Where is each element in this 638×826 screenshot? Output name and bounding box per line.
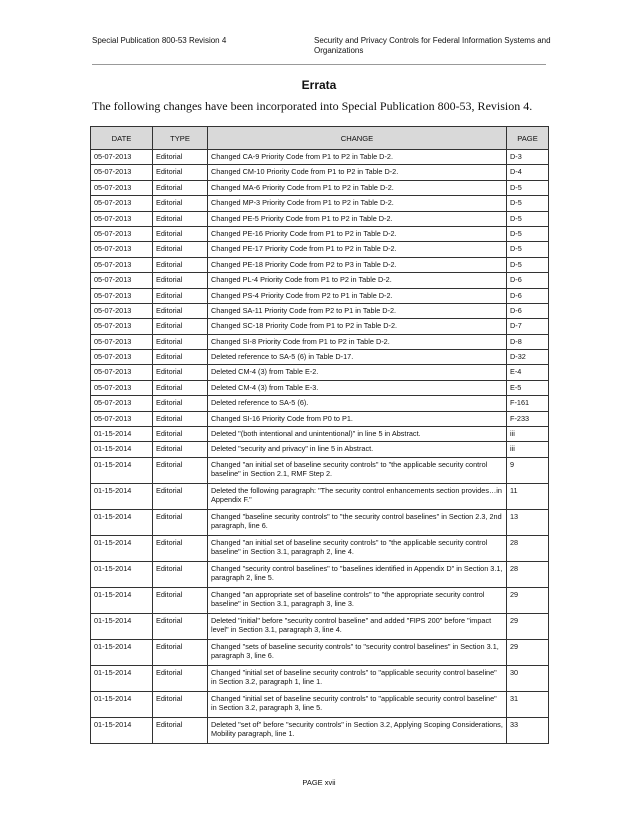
cell-page: D-5 <box>507 196 549 211</box>
cell-change: Changed MA-6 Priority Code from P1 to P2 in Table D-2. <box>208 180 507 195</box>
cell-type: Editorial <box>153 717 208 743</box>
table-row <box>91 180 549 195</box>
cell-type: Editorial <box>153 319 208 334</box>
cell-change: Changed "security control baselines" to "baselines identified in Appendix D" in Section 3.1, paragraph 2, line 5. <box>208 561 507 587</box>
cell-page: 29 <box>507 613 549 639</box>
cell-page: D-5 <box>507 180 549 195</box>
cell-type: Editorial <box>153 242 208 257</box>
cell-type: Editorial <box>153 180 208 195</box>
cell-date: 05-07-2013 <box>91 411 153 426</box>
header-left: Special Publication 800-53 Revision 4 <box>92 36 227 45</box>
header-page: PAGE <box>507 127 549 150</box>
cell-date: 05-07-2013 <box>91 257 153 272</box>
cell-date: 05-07-2013 <box>91 226 153 241</box>
table-row <box>91 457 549 483</box>
table-row <box>91 427 549 442</box>
table-row <box>91 639 549 665</box>
cell-change: Changed "an initial set of baseline security controls" to "the applicable security control baseline" in Section 2.1, RMF Step 2. <box>208 457 507 483</box>
cell-type: Editorial <box>153 396 208 411</box>
table-row <box>91 665 549 691</box>
table-row <box>91 242 549 257</box>
cell-date: 05-07-2013 <box>91 196 153 211</box>
table-row <box>91 150 549 165</box>
cell-date: 01-15-2014 <box>91 639 153 665</box>
cell-date: 05-07-2013 <box>91 334 153 349</box>
cell-date: 05-07-2013 <box>91 180 153 195</box>
cell-date: 05-07-2013 <box>91 273 153 288</box>
cell-page: 13 <box>507 509 549 535</box>
header-divider <box>92 64 546 65</box>
cell-type: Editorial <box>153 196 208 211</box>
cell-page: 9 <box>507 457 549 483</box>
cell-date: 05-07-2013 <box>91 288 153 303</box>
cell-type: Editorial <box>153 150 208 165</box>
table-row <box>91 273 549 288</box>
cell-page: 31 <box>507 691 549 717</box>
cell-change: Changed PE-5 Priority Code from P1 to P2 in Table D-2. <box>208 211 507 226</box>
cell-date: 01-15-2014 <box>91 535 153 561</box>
cell-page: F-161 <box>507 396 549 411</box>
cell-change: Changed SI-16 Priority Code from P0 to P1. <box>208 411 507 426</box>
cell-page: 28 <box>507 535 549 561</box>
table-row <box>91 561 549 587</box>
cell-page: D-8 <box>507 334 549 349</box>
table-header-row <box>91 127 549 150</box>
cell-date: 05-07-2013 <box>91 396 153 411</box>
table-row <box>91 288 549 303</box>
table-row <box>91 380 549 395</box>
cell-change: Changed "initial set of baseline security controls" to "applicable security control baseline" in Section 3.2, paragraph 1, line 1. <box>208 665 507 691</box>
cell-change: Changed "baseline security controls" to "the security control baselines" in Section 2.3, 2nd paragraph, line 6. <box>208 509 507 535</box>
cell-change: Deleted reference to SA-5 (6) in Table D-17. <box>208 350 507 365</box>
header-date: DATE <box>91 127 153 150</box>
cell-date: 05-07-2013 <box>91 365 153 380</box>
cell-change: Deleted CM-4 (3) from Table E-3. <box>208 380 507 395</box>
cell-type: Editorial <box>153 334 208 349</box>
cell-date: 05-07-2013 <box>91 380 153 395</box>
cell-page: 11 <box>507 483 549 509</box>
table-row <box>91 334 549 349</box>
cell-date: 05-07-2013 <box>91 319 153 334</box>
table-row <box>91 226 549 241</box>
header-change: CHANGE <box>208 127 507 150</box>
cell-change: Deleted "security and privacy" in line 5 in Abstract. <box>208 442 507 457</box>
cell-date: 01-15-2014 <box>91 561 153 587</box>
cell-date: 01-15-2014 <box>91 665 153 691</box>
cell-change: Changed PE-18 Priority Code from P2 to P3 in Table D-2. <box>208 257 507 272</box>
cell-type: Editorial <box>153 365 208 380</box>
table-row <box>91 613 549 639</box>
cell-page: D-6 <box>507 303 549 318</box>
cell-change: Changed "an initial set of baseline security controls" to "the applicable security control baseline" in Section 3.1, paragraph 2, line 4. <box>208 535 507 561</box>
cell-date: 01-15-2014 <box>91 442 153 457</box>
intro-text: The following changes have been incorporated into Special Publication 800-53, Revision 4. <box>92 99 533 113</box>
cell-type: Editorial <box>153 165 208 180</box>
cell-type: Editorial <box>153 411 208 426</box>
cell-page: E-5 <box>507 380 549 395</box>
cell-date: 05-07-2013 <box>91 211 153 226</box>
cell-type: Editorial <box>153 561 208 587</box>
cell-change: Changed SI-8 Priority Code from P1 to P2 in Table D-2. <box>208 334 507 349</box>
cell-type: Editorial <box>153 509 208 535</box>
cell-change: Changed PE-17 Priority Code from P1 to P2 in Table D-2. <box>208 242 507 257</box>
cell-type: Editorial <box>153 273 208 288</box>
cell-page: D-5 <box>507 211 549 226</box>
cell-date: 01-15-2014 <box>91 613 153 639</box>
cell-type: Editorial <box>153 427 208 442</box>
cell-type: Editorial <box>153 211 208 226</box>
cell-date: 01-15-2014 <box>91 691 153 717</box>
cell-page: D-7 <box>507 319 549 334</box>
table-row <box>91 211 549 226</box>
cell-change: Changed SC-18 Priority Code from P1 to P2 in Table D-2. <box>208 319 507 334</box>
cell-type: Editorial <box>153 442 208 457</box>
cell-date: 01-15-2014 <box>91 483 153 509</box>
cell-change: Changed "an appropriate set of baseline controls" to "the appropriate security control baseline" in Section 3.1, paragraph 3, line 3. <box>208 587 507 613</box>
table-row <box>91 303 549 318</box>
page-title: Errata <box>301 78 337 92</box>
cell-type: Editorial <box>153 483 208 509</box>
cell-change: Changed CM-10 Priority Code from P1 to P2 in Table D-2. <box>208 165 507 180</box>
table-row <box>91 350 549 365</box>
cell-type: Editorial <box>153 691 208 717</box>
table-row <box>91 396 549 411</box>
table-row <box>91 509 549 535</box>
cell-page: D-5 <box>507 226 549 241</box>
cell-page: 29 <box>507 587 549 613</box>
header-type: TYPE <box>153 127 208 150</box>
cell-date: 01-15-2014 <box>91 457 153 483</box>
header-right: Security and Privacy Controls for Federal Information Systems and Organizations <box>314 36 551 55</box>
cell-page: D-32 <box>507 350 549 365</box>
cell-change: Deleted CM-4 (3) from Table E-2. <box>208 365 507 380</box>
cell-type: Editorial <box>153 665 208 691</box>
table-body <box>91 150 549 744</box>
cell-page: 30 <box>507 665 549 691</box>
table-row <box>91 587 549 613</box>
cell-change: Deleted the following paragraph: "The security control enhancements section provides…in Appendix F." <box>208 483 507 509</box>
cell-page: 29 <box>507 639 549 665</box>
cell-date: 01-15-2014 <box>91 509 153 535</box>
table-row <box>91 442 549 457</box>
table-row <box>91 717 549 743</box>
table-row <box>91 257 549 272</box>
errata-table <box>90 126 549 744</box>
cell-page: iii <box>507 442 549 457</box>
table-row <box>91 535 549 561</box>
cell-type: Editorial <box>153 350 208 365</box>
cell-page: iii <box>507 427 549 442</box>
cell-change: Deleted reference to SA-5 (6). <box>208 396 507 411</box>
table-row <box>91 483 549 509</box>
table-row <box>91 691 549 717</box>
cell-change: Changed CA-9 Priority Code from P1 to P2 in Table D-2. <box>208 150 507 165</box>
cell-date: 01-15-2014 <box>91 427 153 442</box>
cell-date: 01-15-2014 <box>91 717 153 743</box>
cell-type: Editorial <box>153 535 208 561</box>
cell-date: 01-15-2014 <box>91 587 153 613</box>
cell-change: Deleted "(both intentional and unintentional)" in line 5 in Abstract. <box>208 427 507 442</box>
cell-date: 05-07-2013 <box>91 350 153 365</box>
cell-type: Editorial <box>153 380 208 395</box>
cell-page: D-3 <box>507 150 549 165</box>
table-row <box>91 319 549 334</box>
cell-change: Changed "sets of baseline security controls" to "security control baselines" in Section 3.1, paragraph 3, line 6. <box>208 639 507 665</box>
cell-change: Changed SA-11 Priority Code from P2 to P1 in Table D-2. <box>208 303 507 318</box>
cell-change: Changed "initial set of baseline security controls" to "applicable security control baseline" in Section 3.2, paragraph 3, line 5. <box>208 691 507 717</box>
table-row <box>91 165 549 180</box>
table-row <box>91 196 549 211</box>
cell-page: D-6 <box>507 288 549 303</box>
cell-date: 05-07-2013 <box>91 303 153 318</box>
cell-type: Editorial <box>153 303 208 318</box>
table-row <box>91 411 549 426</box>
cell-date: 05-07-2013 <box>91 242 153 257</box>
cell-type: Editorial <box>153 257 208 272</box>
cell-change: Changed PE-16 Priority Code from P1 to P2 in Table D-2. <box>208 226 507 241</box>
cell-page: 33 <box>507 717 549 743</box>
page-number: PAGE xvii <box>302 778 336 787</box>
table-row <box>91 365 549 380</box>
cell-date: 05-07-2013 <box>91 165 153 180</box>
cell-change: Deleted "initial" before "security control baseline" and added "FIPS 200" before "impact level" in Section 3.1, paragraph 3, line 4. <box>208 613 507 639</box>
cell-type: Editorial <box>153 587 208 613</box>
cell-page: D-4 <box>507 165 549 180</box>
cell-type: Editorial <box>153 457 208 483</box>
cell-page: D-5 <box>507 257 549 272</box>
cell-type: Editorial <box>153 613 208 639</box>
cell-date: 05-07-2013 <box>91 150 153 165</box>
cell-change: Changed PL-4 Priority Code from P1 to P2 in Table D-2. <box>208 273 507 288</box>
cell-type: Editorial <box>153 226 208 241</box>
cell-page: 28 <box>507 561 549 587</box>
cell-page: F-233 <box>507 411 549 426</box>
cell-type: Editorial <box>153 288 208 303</box>
cell-change: Changed PS-4 Priority Code from P2 to P1 in Table D-2. <box>208 288 507 303</box>
cell-page: D-6 <box>507 273 549 288</box>
cell-change: Deleted "set of" before "security controls" in Section 3.2, Applying Scoping Considerations, Mobility paragraph, line 1. <box>208 717 507 743</box>
cell-page: E-4 <box>507 365 549 380</box>
cell-page: D-5 <box>507 242 549 257</box>
cell-type: Editorial <box>153 639 208 665</box>
cell-change: Changed MP-3 Priority Code from P1 to P2 in Table D-2. <box>208 196 507 211</box>
